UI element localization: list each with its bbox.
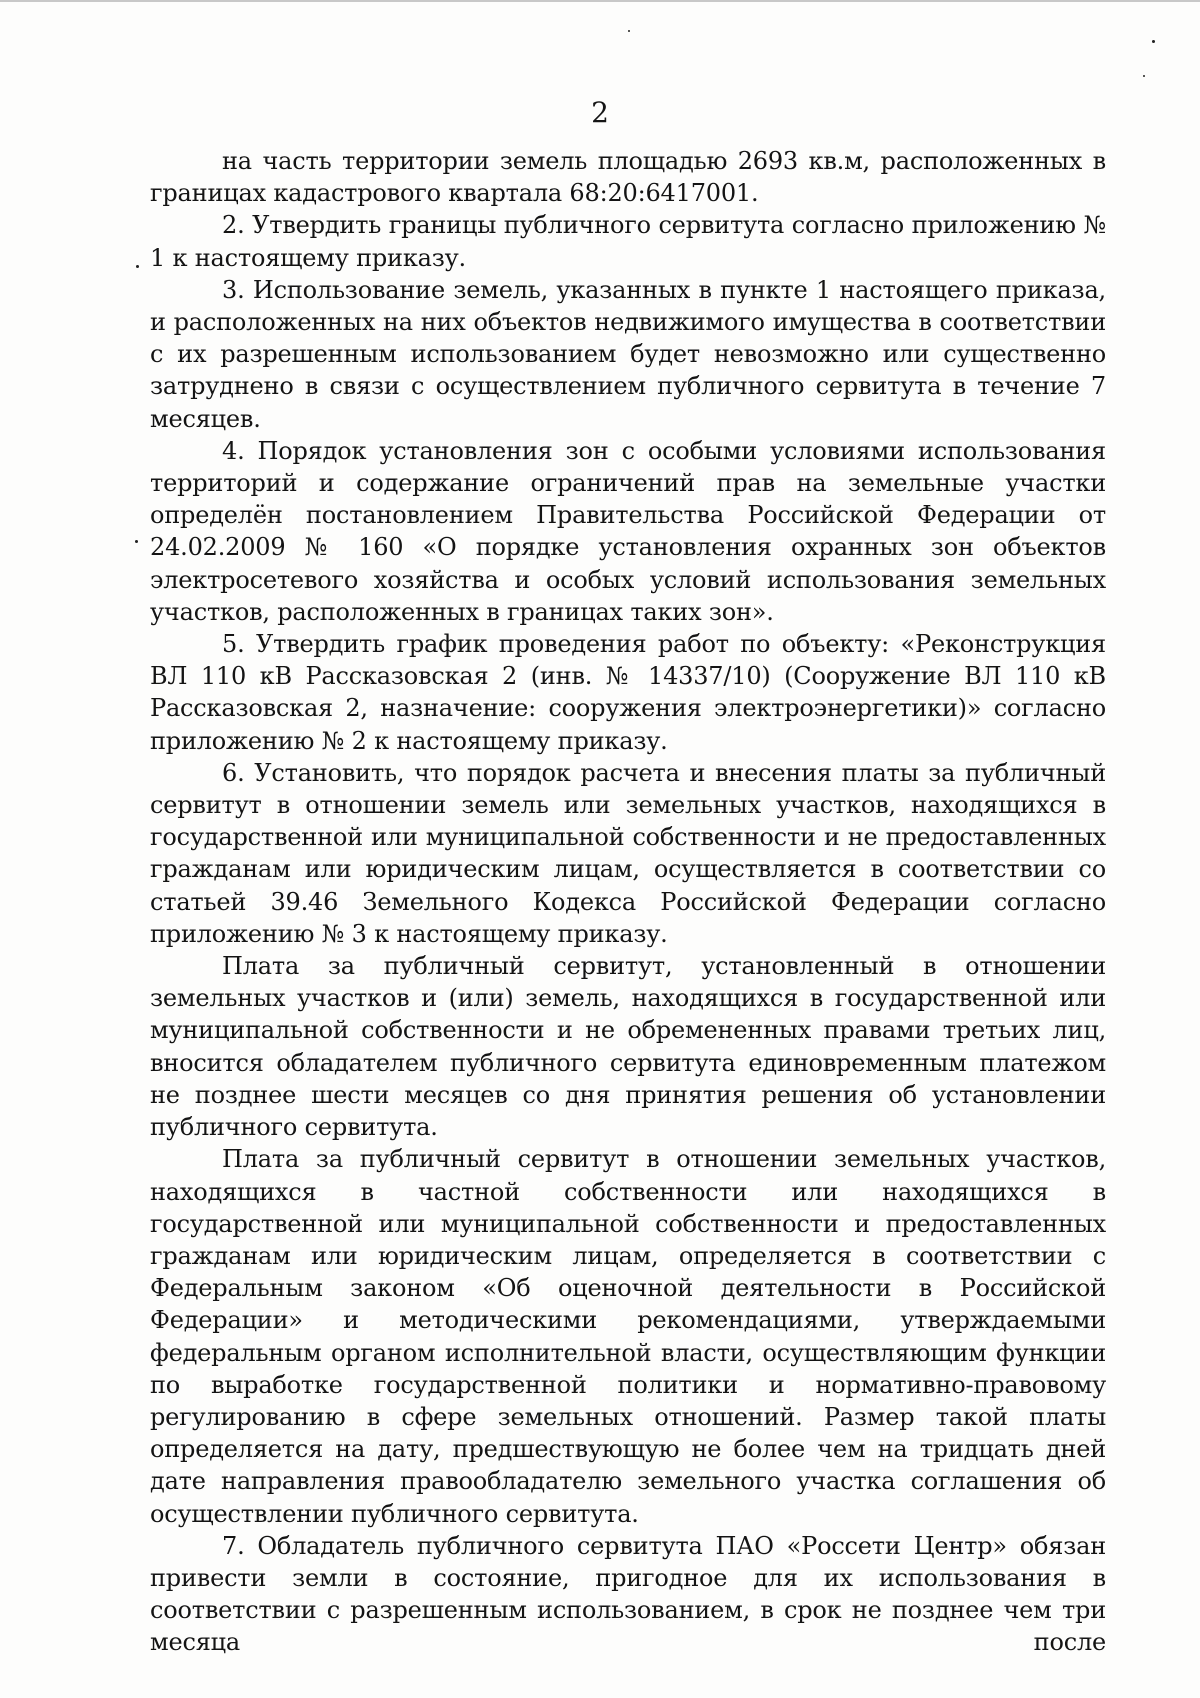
page-number: 2: [591, 96, 609, 129]
scan-top-edge: [0, 0, 1200, 2]
paragraph-payment-private-land: Плата за публичный сервитут в отношении земельных участков, находящихся в частной собственности или находящихся в государственной или муниципальной собственности и предоставленных гражданам или юридическим лицам, определяется в соответствии с Федеральным законом «Об оценочной деятельности в Российской Федерации» и методическими рекомендациями, утверждаемыми федеральным органом исполнительной власти, осуществляющим функции по выработке государственной политики и нормативно-правовому регулированию в сфере земельных отношений. Размер такой платы определяется на дату, предшествующую не более чем на тридцать дней дате направления правообладателю земельного участка соглашения об осуществлении публичного сервитута.: [150, 1145, 1106, 1528]
paragraph-item-7: 7. Обладатель публичного сервитута ПАО «Россети Центр» обязан привести земли в состояние, пригодное для их использования в соответствии с разрешенным использованием, в срок не позднее чем три месяца после: [150, 1531, 1106, 1657]
paragraph-payment-state-land: Плата за публичный сервитут, установленный в отношении земельных участков и (или) земель, находящихся в государственной или муниципальной собственности и не обремененных правами третьих лиц, вносится обладателем публичного сервитута единовременным платежом не позднее шести месяцев со дня принятия решения об установлении публичного сервитута.: [150, 952, 1106, 1142]
paragraph-item-4: 4. Порядок установления зон с особыми условиями использования территорий и содержание ограничений прав на земельные участки определён постановлением Правительства Российской Федерации от 24.02.2009 № 160 «О порядке установления охранных зон объектов электросетевого хозяйства и особых условий использования земельных участков, расположенных в границах таких зон».: [150, 436, 1106, 626]
scan-speck: [1143, 75, 1145, 77]
paragraph-item-2: 2. Утвердить границы публичного сервитута согласно приложению № 1 к настоящему приказу.: [150, 211, 1106, 272]
scan-speck: [1152, 40, 1155, 43]
paragraph-item-3: 3. Использование земель, указанных в пункте 1 настоящего приказа, и расположенных на них объектов недвижимого имущества в соответствии с их разрешенным использованием будет невозможно или существенно затруднено в связи с осуществлением публичного сервитута в течение 7 месяцев.: [150, 275, 1106, 433]
scan-speck: [136, 265, 139, 268]
paragraph-continuation: на часть территории земель площадью 2693 кв.м, расположенных в границах кадастрового квартала 68:20:6417001.: [150, 147, 1106, 208]
document-body: [150, 145, 1106, 1659]
scan-speck: [135, 540, 138, 543]
scan-speck: [628, 30, 630, 32]
paragraph-item-6: 6. Установить, что порядок расчета и внесения платы за публичный сервитут в отношении земель или земельных участков, находящихся в государственной или муниципальной собственности и не предоставленных гражданам или юридическим лицам, осуществляется в соответствии со статьей 39.46 Земельного Кодекса Российской Федерации согласно приложению № 3 к настоящему приказу.: [150, 758, 1106, 948]
paragraph-item-5: 5. Утвердить график проведения работ по объекту: «Реконструкция ВЛ 110 кВ Рассказовская 2 (инв. № 14337/10) (Сооружение ВЛ 110 кВ Рассказовская 2, назначение: сооружения электроэнергетики)» согласно приложению № 2 к настоящему приказу.: [150, 630, 1106, 755]
